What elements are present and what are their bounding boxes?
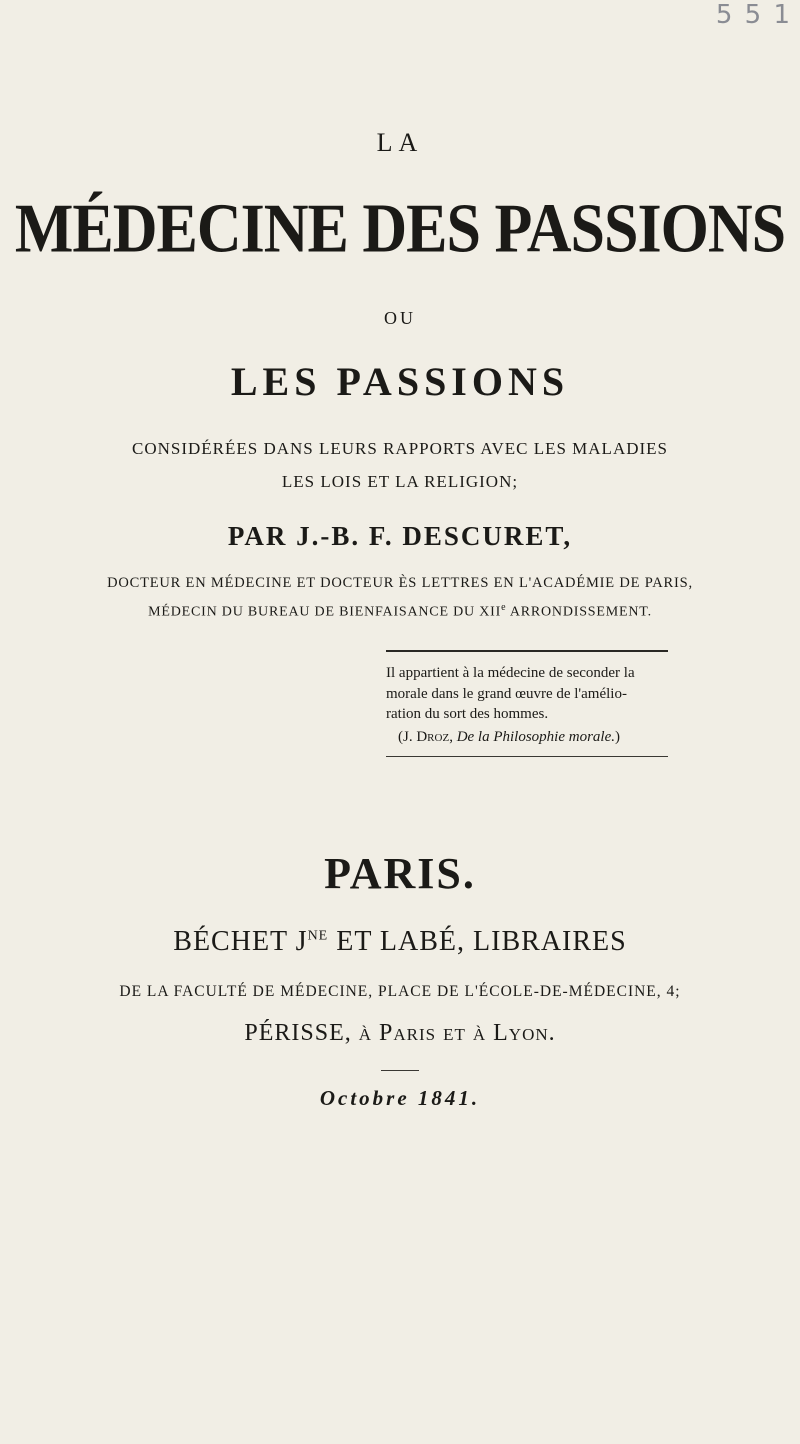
pre-title: LA (376, 128, 424, 157)
author-line: PAR J.-B. F. DESCURET, (227, 521, 573, 551)
credentials-suffix: ARRONDISSEMENT. (506, 604, 652, 620)
library-shelfmark: 5 5 1 (715, 0, 792, 30)
attribution-close: ) (615, 728, 621, 745)
quote-line-2: morale dans le grand œuvre de l'amélio- (386, 685, 627, 702)
attribution-author: Droz (416, 728, 450, 745)
title-connector: OU (384, 308, 416, 328)
publisher-address: DE LA FACULTÉ DE MÉDECINE, PLACE DE L'ÉCOLE-DE-MÉDECINE, 4; (119, 983, 681, 1000)
credentials-prefix: MÉDECIN DU BUREAU DE BIENFAISANCE DU XII (148, 604, 502, 620)
publication-date: Octobre 1841. (319, 1086, 481, 1110)
author-credentials-1: DOCTEUR EN MÉDECINE ET DOCTEUR ÈS LETTRES EN L'ACADÉMIE DE PARIS, (107, 575, 693, 591)
publisher-prefix: BÉCHET J (173, 926, 308, 957)
quote-line-1: Il appartient à la médecine de seconder la (386, 665, 635, 681)
description-line-2: LES LOIS ET LA RELIGION; (281, 472, 519, 491)
epigraph-attribution (398, 729, 668, 746)
attribution-sep: , (449, 728, 457, 745)
description-line-1: CONSIDÉRÉES DANS LEURS RAPPORTS AVEC LES MALADIES (131, 439, 668, 458)
date-separator (381, 1070, 419, 1071)
co-publisher-line (0, 1020, 800, 1047)
author-credentials-2 (0, 602, 800, 621)
epigraph-top-rule (386, 650, 668, 652)
co-publisher-name: PÉRISSE (244, 1020, 345, 1046)
credentials-superscript: e (501, 602, 507, 613)
subtitle: LES PASSIONS (230, 359, 570, 404)
co-publisher-location: , à Paris et à Lyon. (344, 1020, 556, 1046)
publisher-line (0, 926, 800, 958)
epigraph-bottom-rule (386, 756, 668, 757)
imprint-city: PARIS. (324, 849, 476, 898)
quote-line-3: ration du sort des hommes. (386, 706, 549, 722)
epigraph-quote (386, 663, 668, 725)
attribution-work: De la Philosophie morale. (456, 728, 616, 745)
epigraph (386, 650, 668, 757)
attribution-open: (J. (398, 728, 417, 745)
main-title: MÉDECINE DES PASSIONS (14, 191, 786, 268)
publisher-suffix: ET LABÉ, LIBRAIRES (328, 926, 627, 957)
publisher-superscript: NE (307, 928, 329, 944)
